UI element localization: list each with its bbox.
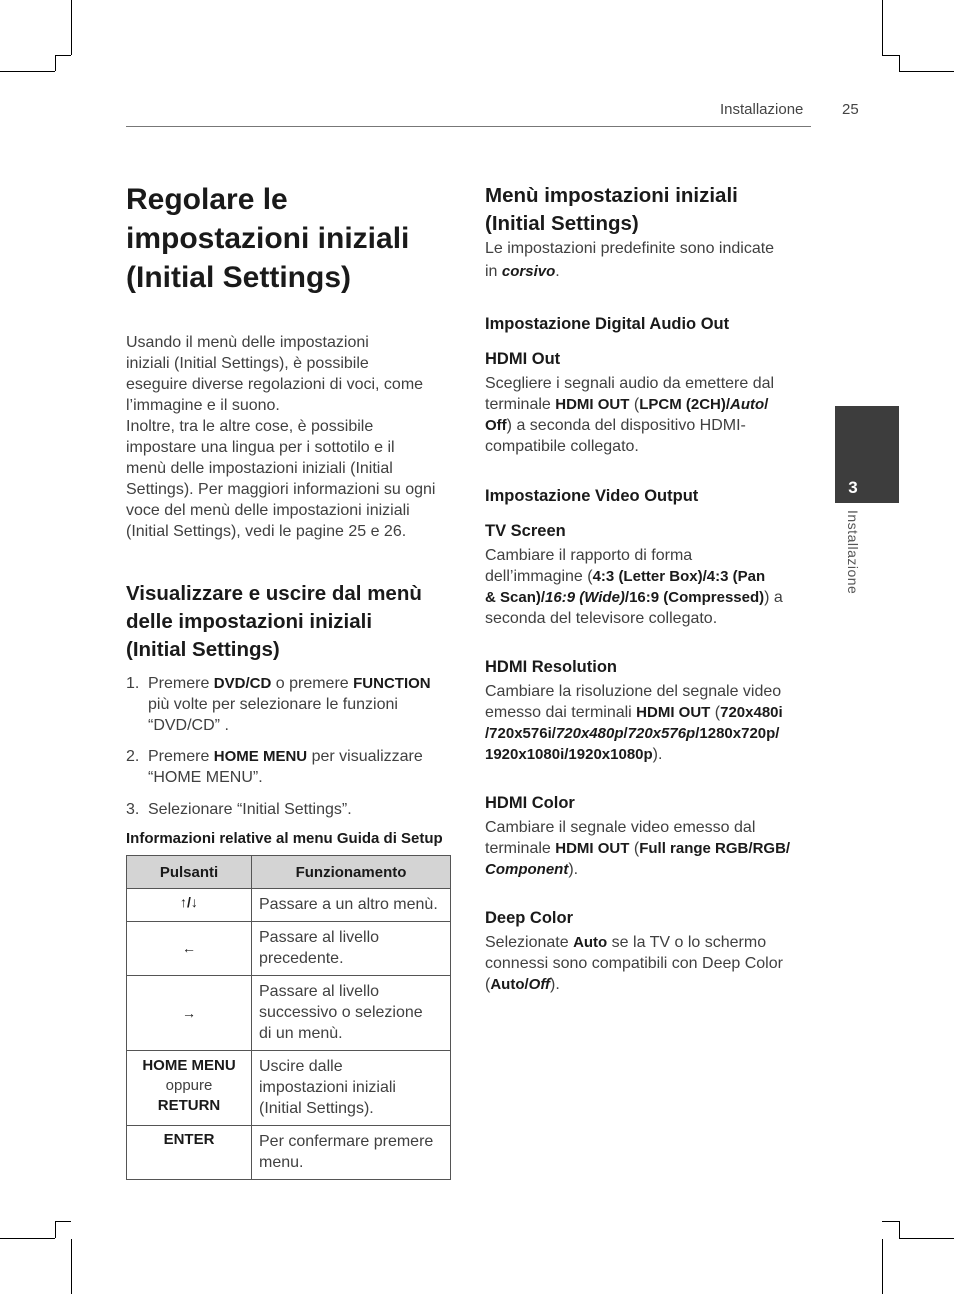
item-description: Cambiare la risoluzione del segnale video emesso dai terminali HDMI OUT (720x480i /720x576i/720x480p/720x576p/1280x720p/ 1920x1080i/1920x1080p). xyxy=(485,683,783,763)
table-row: ENTER Per confermare premere menu. xyxy=(127,1126,451,1180)
crop-mark xyxy=(899,1238,954,1239)
steps-list xyxy=(126,673,454,820)
column-header: Funzionamento xyxy=(252,856,451,889)
page-title: Regolare le impostazioni iniziali (Initial Settings) xyxy=(126,183,410,294)
item-description: Scegliere i segnali audio da emettere dal terminale HDMI OUT (LPCM (2CH)/Auto/ Off) a seconda del dispositivo HDMI- compatibile collegato. xyxy=(485,375,775,455)
header-rule xyxy=(126,126,811,127)
page-number: 25 xyxy=(842,101,859,118)
menu-intro: Le impostazioni predefinite sono indicate in corsivo. xyxy=(485,240,775,280)
list-item: 1. Premere DVD/CD o premere FUNCTION più volte per selezionare le funzioni “DVD/CD” . xyxy=(126,675,431,734)
section-heading: Visualizzare e uscire dal menù delle impostazioni iniziali (Initial Settings) xyxy=(126,582,422,661)
item-description: Selezionate Auto se la TV o lo schermo connessi sono compatibili con Deep Color (Auto/Off). xyxy=(485,934,783,993)
table-row: HOME MENU oppure RETURN Uscire dalle impostazioni iniziali (Initial Settings). xyxy=(127,1051,451,1126)
right-column xyxy=(485,182,810,995)
list-item: 2. Premere HOME MENU per visualizzare “HOME MENU”. xyxy=(126,748,423,786)
list-item: 3. Selezionare “Initial Settings”. xyxy=(126,801,352,818)
item-heading: TV Screen xyxy=(485,522,566,540)
crop-mark xyxy=(899,55,900,71)
crop-mark xyxy=(899,71,954,72)
column-header: Pulsanti xyxy=(127,856,252,889)
crop-mark xyxy=(0,1238,55,1239)
right-arrow-icon: → xyxy=(127,976,252,1051)
running-header-section: Installazione xyxy=(720,101,804,118)
table-row: ← Passare al livello precedente. xyxy=(127,922,451,976)
button-name: ENTER xyxy=(127,1126,252,1180)
menu-title: Menù impostazioni iniziali (Initial Settings) xyxy=(485,184,738,235)
item-heading: HDMI Color xyxy=(485,794,575,812)
section-heading: Impostazione Video Output xyxy=(485,487,699,505)
table-row: → Passare al livello successivo o selezione di un menù. xyxy=(127,976,451,1051)
crop-mark xyxy=(71,0,72,55)
button-name: HOME MENU oppure RETURN xyxy=(127,1051,252,1126)
table-row: ↑/↓ Passare a un altro menù. xyxy=(127,889,451,922)
item-description: Cambiare il segnale video emesso dal terminale HDMI OUT (Full range RGB/RGB/ Component). xyxy=(485,819,791,878)
item-heading: HDMI Resolution xyxy=(485,658,617,676)
table-header-row xyxy=(127,856,451,889)
crop-mark xyxy=(71,1239,72,1294)
crop-mark xyxy=(55,55,71,56)
table-caption: Informazioni relative al menu Guida di Setup xyxy=(126,830,443,847)
left-column xyxy=(126,180,454,1180)
crop-mark xyxy=(882,1239,883,1294)
crop-mark xyxy=(55,1221,56,1238)
crop-mark xyxy=(55,55,56,71)
crop-mark xyxy=(882,55,899,56)
crop-mark xyxy=(882,0,883,55)
item-description: Cambiare il rapporto di forma dell’immagine (4:3 (Letter Box)/4:3 (Pan & Scan)/16:9 (Wide)/16:9 (Compressed)) a seconda del televisore collegato. xyxy=(485,547,783,627)
crop-mark xyxy=(0,71,55,72)
crop-mark xyxy=(882,1221,899,1222)
item-heading: Deep Color xyxy=(485,909,574,927)
intro-paragraph: Usando il menù delle impostazioni iniziali (Initial Settings), è possibile eseguire diverse regolazioni di voci, come l’immagine e il suono. Inoltre, tra le altre cose, è possibile impostare una lingua per i sottotilo e il menù delle impostazioni iniziali (Initial Settings). Per maggiori informazioni su ogni voce del menù delle impostazioni iniziali (Initial Settings), vedi le pagine 25 e 26. xyxy=(126,334,436,540)
item-heading: HDMI Out xyxy=(485,350,561,368)
section-heading: Impostazione Digital Audio Out xyxy=(485,315,730,333)
crop-mark xyxy=(899,1221,900,1238)
setup-guide-table xyxy=(126,855,451,1180)
crop-mark xyxy=(55,1221,71,1222)
chapter-label: Installazione xyxy=(845,510,861,595)
up-down-arrow-icon: ↑/↓ xyxy=(127,889,252,922)
left-arrow-icon: ← xyxy=(127,922,252,976)
chapter-number: 3 xyxy=(848,478,858,497)
